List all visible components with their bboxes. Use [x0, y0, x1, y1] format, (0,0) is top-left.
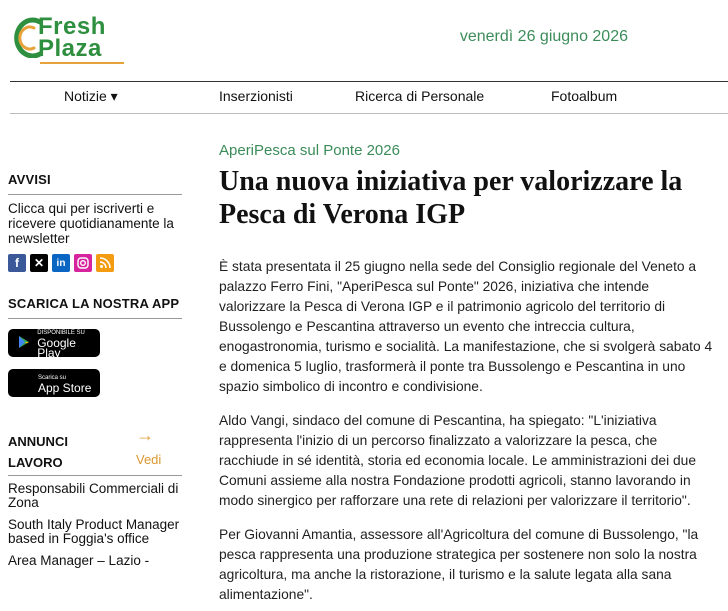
alerts-heading: AVVISI — [8, 170, 182, 195]
site-header — [0, 0, 728, 82]
current-date: venerdì 26 giugno 2026 — [459, 28, 628, 45]
logo-underline — [40, 62, 124, 64]
linkedin-icon[interactable]: in — [52, 254, 70, 272]
article-paragraph: È stata presentata il 25 giugno nella sede del Consiglio regionale del Veneto a palazzo Ferro Fini, "AperiPesca sul Ponte" 2026, iniziativa che intende valorizzare la Pesca di Verona IGP e il patrimonio agricolo del territorio di Bussolengo e Pescantina attraverso un evento che intreccia cultura, enogastronomia, turismo e socialità. La manifestazione, che si svolgerà sabato 4 e domenica 5 luglio, trasformerà il ponte tra Bussolengo e Pescantina in uno spazio simbolico di incontro e condivisione. — [219, 259, 713, 394]
nav-item-ricerca-personale[interactable]: Ricerca di Personale — [355, 88, 485, 104]
article-title: Una nuova iniziativa per valorizzare la Pesca di Verona IGP — [219, 166, 683, 230]
nav-item-notizie[interactable]: Notizie ▾ — [64, 88, 118, 104]
jobs-see-all-link[interactable]: Vedi — [136, 452, 162, 467]
download-app-heading: SCARICA LA NOSTRA APP — [8, 294, 182, 319]
google-play-small-text: DISPONIBILE SU — [37, 330, 85, 336]
nav-item-inserzionisti[interactable]: Inserzionisti — [219, 88, 293, 104]
sidebar — [8, 170, 182, 568]
social-links — [8, 254, 182, 272]
job-listing[interactable]: Responsabili Commerciali di Zona — [8, 481, 179, 510]
freshplaza-logo[interactable] — [10, 12, 130, 64]
x-icon[interactable]: ✕ — [30, 254, 48, 272]
main-navigation — [10, 81, 728, 114]
arrow-right-icon[interactable]: → — [136, 425, 154, 445]
facebook-icon[interactable]: f — [8, 254, 26, 272]
job-listing[interactable]: South Italy Product Manager based in Foggia's office — [8, 517, 180, 546]
article — [219, 142, 719, 605]
article-paragraph: Aldo Vangi, sindaco del comune di Pescantina, ha spiegato: "L'iniziativa rappresenta l'inizio di un percorso finalizzato a valorizzare la pesca, che racchiude in sé identità, storia ed economia locale. Le amministrazioni dei due Comuni assieme alla nostra Fondazione prodotti agricoli, stanno lavorando in modo sinergico per rafforzare una rete di relazioni per valorizzare il territorio". — [219, 413, 697, 508]
logo-text-plaza: Plaza — [38, 35, 102, 62]
jobs-header — [8, 425, 182, 476]
app-store-button[interactable] — [8, 369, 100, 397]
google-play-button[interactable] — [8, 329, 100, 360]
google-play-big-text: Google Play — [37, 336, 76, 360]
job-listing[interactable]: Area Manager – Lazio - — [8, 553, 150, 568]
app-store-big-text: App Store — [38, 381, 92, 395]
logo-text-fresh: Fresh — [38, 13, 106, 40]
newsletter-signup-link[interactable]: Clicca qui per iscriverti e ricevere quotidianamente la newsletter — [8, 201, 174, 246]
jobs-heading: ANNUNCI LAVORO — [8, 434, 68, 470]
nav-item-fotoalbum[interactable]: Fotoalbum — [551, 88, 618, 104]
google-play-icon — [14, 335, 33, 352]
rss-icon[interactable] — [96, 254, 114, 272]
app-store-small-text: Scarica su — [38, 375, 67, 381]
article-kicker[interactable]: AperiPesca sul Ponte 2026 — [219, 142, 400, 159]
instagram-icon[interactable] — [74, 254, 92, 272]
article-paragraph: Per Giovanni Amantia, assessore all'Agricoltura del comune di Bussolengo, "la pesca rappresenta una produzione strategica per sostenere non solo la nostra agricoltura, ma anche la ristorazione, il turismo e la salute legata alla sana alimentazione". — [219, 527, 699, 602]
